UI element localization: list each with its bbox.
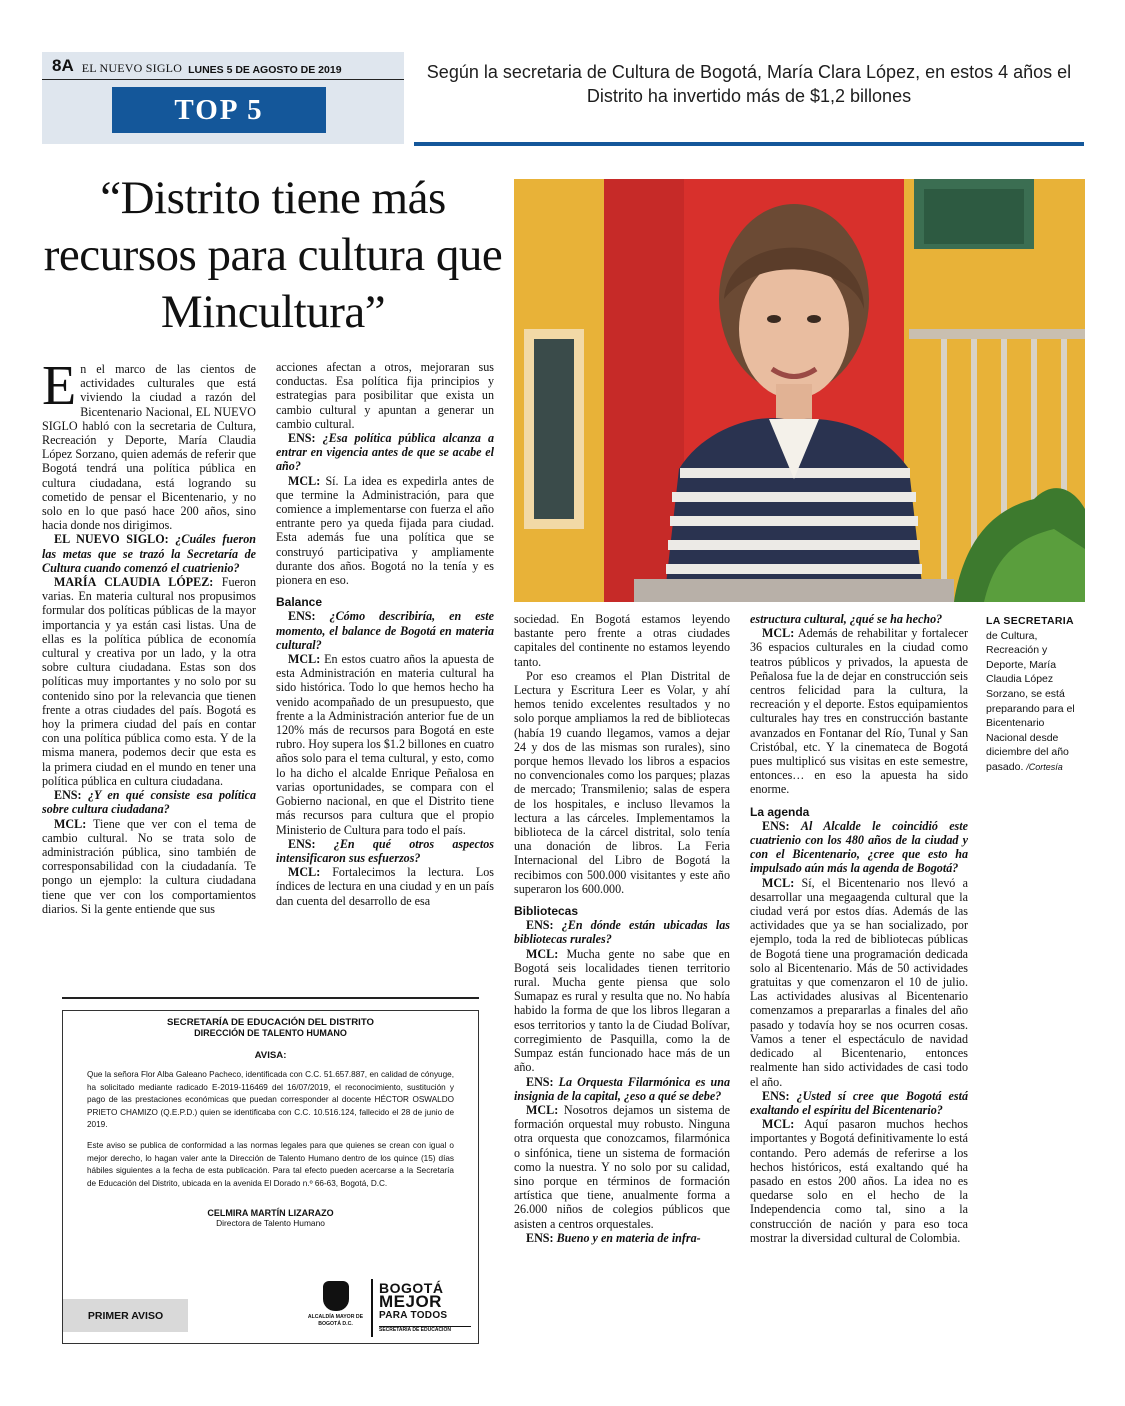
continued-paragraph: acciones afectan a otros, mejoraran sus conductas. Esa política fija principios y estrategias para posibilitar que exista un cambio cultural y apuntan a generar un cambio cultural. (276, 360, 494, 431)
drop-cap: E (42, 355, 77, 417)
question: ENS: Bueno y en materia de infra- (526, 1230, 701, 1245)
question: ENS: Al Alcalde le coincidió este cuatrienio con los 480 años de la ciudad y con el Bicentenario, ¿cree que esto ha impulsado aún más la agenda de Bogotá? (750, 818, 968, 876)
headline: “Distrito tiene más recursos para cultura que Mincultura” (43, 172, 503, 338)
article-column-2 (276, 360, 494, 908)
photo-credit: /Cortesía (1026, 761, 1063, 772)
question: ENS: ¿Esa política pública alcanza a entrar en vigencia antes de que se acabe el año? (276, 431, 494, 474)
answer: MCL: Aquí pasaron muchos hechos importantes y Bogotá definitivamente lo está contando. Pero además de referirse a los hechos históricos, está exaltando qué ha pasado en estos 200 años. La idea no es quedarse solo en el hecho de la Independencia como tal, sino a la construcción de nación y para eso toca mostrar la diversidad cultural de Colombia. (750, 1117, 968, 1245)
question: ENS: ¿En dónde están ubicadas las bibliotecas rurales? (514, 918, 730, 947)
notice-label: PRIMER AVISO (63, 1299, 188, 1332)
deck-rule (414, 142, 1084, 146)
ad-paragraph-1: Que la señora Flor Alba Galeano Pacheco, identificada con C.C. 51.657.887, en calidad de cónyuge, ha solicitado mediante radicado E-2019-116469 del 16/07/2019, el reconocimiento, sustitución y pago de las prestaciones económicas que puedan corresponder al docente HÉCTOR OSWALDO PRIETO CHAMIZO (Q.E.P.D.) quien se identificaba con C.C. 10.516.124, fallecido el 28 de junio de 2019. (87, 1070, 454, 1130)
answer: MCL: Sí, el Bicentenario nos llevó a desarrollar una megaagenda cultural que la ciudad verá por estos días. Además de las actividades que ya se han socializado, por ejemplo, toda la red de bibliotecas públicas de Bogotá tiene una programación dedicada solo al Bicentenario. Más de 50 actividades gratuitas y que comenzaron el 10 de julio. Las actividades alusivas al Bicentenario comenzamos a prepararlas a finales del año pasado y todavía hoy se nos ocurren cosas. Vamos a tener el espectáculo de navidad dedicado al Bicentenario, entonces realmente han sido actividades de casi todo el año. (750, 875, 968, 1089)
folio-line (42, 52, 404, 80)
question: ENS: ¿Cómo describiría, en este momento, el balance de Bogotá en materia cultural? (276, 609, 494, 652)
crest-icon (323, 1281, 349, 1311)
logo-word-1: BOGOTÁ (379, 1280, 444, 1296)
issue-date: LUNES 5 DE AGOSTO DE 2019 (188, 64, 342, 76)
article-column-4 (750, 612, 968, 1245)
bogota-mejor-logo (379, 1281, 471, 1334)
article-column-3 (514, 612, 730, 1245)
subhead-agenda: La agenda (750, 804, 810, 819)
question-continued: estructura cultural, ¿qué se ha hecho? (750, 612, 943, 626)
alcaldia-logo-text: ALCALDÍA MAYOR DE BOGOTÁ D.C. (307, 1314, 364, 1327)
ad-paragraph-2: Este aviso se publica de conformidad a las normas legales para que quienes se crean con igual o mejor derecho, lo hagan valer ante la Dirección de Talento Humano dentro de los quince (15) días hábiles siguientes a la fecha de esta publicación. Para tal efecto pueden acercarse a la Secretaría de Educación del Distrito, ubicada en la avenida El Dorado n.º 66-63, Bogotá, D.C. (87, 1140, 454, 1188)
continued-paragraph: sociedad. En Bogotá estamos leyendo bastante pero frente a otras ciudades capitales del continente no estamos leyendo tanto. (514, 612, 730, 669)
logo-divider (371, 1279, 373, 1337)
article-column-1 (42, 355, 257, 916)
answer: MCL: Mucha gente no sabe que en Bogotá seis localidades tienen territorio rural. Mucha gente piensa que solo Sumapaz es rural y resulta que no. No había habido la forma de que los libros llegaran a esos territorios y tanto la de Ciudad Bolívar, corregimiento de Pasquilla, como la de Sumpaz están funcionado hace más de un año. (514, 946, 730, 1075)
question: ENS: ¿Usted sí cree que Bogotá está exaltando el espíritu del Bicentenario? (750, 1088, 968, 1117)
ad-subtitle: DIRECCIÓN DE TALENTO HUMANO (194, 1028, 347, 1038)
answer: MCL: Fortalecimos la lectura. Los índices de lectura en una ciudad y en un país dan cuenta del desarrollo de esa (276, 865, 494, 908)
question: ENS: ¿Y en qué consiste esa política sobre cultura ciudadana? (42, 788, 256, 817)
deck-summary: Según la secretaria de Cultura de Bogotá, María Clara López, en estos 4 años el Distrito ha invertido más de $1,2 billones (426, 62, 1072, 106)
subhead-bibliotecas: Bibliotecas (514, 904, 579, 919)
photo-caption (986, 614, 1082, 775)
ad-avisa: AVISA: (254, 1050, 287, 1061)
answer: MARÍA CLAUDIA LÓPEZ: Fueron varias. En materia cultural nos propusimos formular dos políticas públicas de la mayor importancia y ya están casi listas. Una de ellas es la política pública de economía cultural y creativa por un lado, y la otra sobre cultura ciudadana. Estas son dos políticas muy importantes y no solo por su contenido sino por la relevancia que tienen frente a otras ciudades del país. Bogotá es hoy la primera ciudad del país en contar con una política pública como esta. Y de la misma manera, podemos decir que esta es la primera ciudad en el mundo en tener una política pública en cultura ciudadana. (42, 575, 257, 788)
question: EL NUEVO SIGLO: ¿Cuáles fueron las metas que se trazó la Secretaría de Cultura cuando comenzó el cuatrienio? (42, 532, 256, 575)
ad-signer: CELMIRA MARTÍN LIZARAZO (207, 1208, 334, 1219)
subhead-balance: Balance (276, 595, 323, 610)
portrait-illustration (514, 179, 1085, 602)
legal-notice-ad (62, 1010, 479, 1344)
ad-top-rule (62, 997, 479, 999)
answer: MCL: Nosotros dejamos un sistema de formación orquestal muy robusto. Ninguna otra orquesta que conozcamos, filarmónica o sinfónica, tiene un sistema de formación como la nuestra. Y no solo por su calidad, sino porque en términos de formación artística que tiene, anualmente forma a 26.000 niños de colegios públicos que asisten a centros orquestales. (514, 1102, 731, 1231)
section-label: TOP 5 (112, 87, 326, 133)
logo-secretaria: SECRETARÍA DE EDUCACIÓN (379, 1326, 471, 1334)
answer: MCL: Sí. La idea es expedirla antes de que termine la Administración, para que comience a implementarse con fuerza el año entrante pero ya queda fijada para ciudad. Esta además fue una política que se construyó participativa y ampliamente durante dos años. Bogotá no la tenía y es pionera en eso. (276, 473, 494, 588)
ad-title: SECRETARÍA DE EDUCACIÓN DEL DISTRITO (167, 1017, 374, 1028)
paper-name: EL NUEVO SIGLO (81, 61, 183, 75)
intro-paragraph: En el marco de las cientos de actividades culturales que está viviendo la ciudad a razón del Bicentenario Nacional, EL NUEVO SIGLO habló con la secretaria de Cultura, Recreación y Deporte, María Claudia López Sorzano, quien además de referir que Bogotá tendrá una política pública en cultura ciudadana, está logrando su cometido de pensar el Bicentenario, y no solo en lo que pasó hace 200 años, sino hacia donde nos dirigimos. (42, 355, 256, 533)
question: ENS: La Orquesta Filarmónica es una insignia de la capital, ¿eso a qué se debe? (514, 1074, 730, 1103)
answer: MCL: Además de rehabilitar y fortalecer 36 espacios culturales en la ciudad como teatros públicos y privados, la apuesta de Peñalosa fue la de dejar en construcción seis centros felicidad para la cultura, la recreación y el deporte. Estos equipamientos culturales hay tres en construcción bastante avanzados en Fontanar del Río, Tunal y San Cristóbal, etc. Y la cinemateca de Bogotá pues multiplicó sus visitas en este semestre, entonces… en eso la apuesta ha sido enorme. (750, 626, 968, 797)
alcaldia-logo (303, 1281, 368, 1341)
answer: MCL: Tiene que ver con el tema de cambio cultural. No se trata solo de administración pública, sino también de corresponsabilidad con la ciudadanía. Te pongo un ejemplo: la cultura ciudadana tiene que ver con los comportamientos diarios. Si la gente entiende que sus (42, 816, 256, 916)
answer: MCL: En estos cuatro años la apuesta de esta Administración en materia cultural ha sido histórica. Todo lo que hemos hecho ha venido acompañado de un presupuesto, que frente a la Administración anterior fue de un 120% más de recursos para Bogotá en este rubro. Hoy supera los $1.2 billones en cuatro años solo para el tema cultural, y esto, como lo ha dicho el alcalde Enrique Peñalosa en varias oportunidades, se compara con el Gobierno nacional, en que el Distrito tiene más recursos para cultura que el propio Ministerio de Cultura para todo el país. (276, 652, 494, 837)
portrait-photo (514, 179, 1085, 602)
paragraph: Por eso creamos el Plan Distrital de Lectura y Escritura Leer es Volar, y ahí hemos tenido excelentes resultados y no solo porque ampliamos la red de bibliotecas (había 19 cuando llegamos, vamos a dejar 24 y dos de las mismas son rurales), sino porque hemos llevado los libros a espacios no convencionales como los parques; plazas de mercado; Transmilenio; salas de espera de los hospitales, e incluso llevamos la lectura a las cárceles. Implementamos la biblioteca de la cárcel distrital, solo tenía una donación de libros. La Feria Internacional del Libro de Bogotá la recibimos con 500.000 visitantes y este año superaron los 600.000. (514, 668, 730, 896)
logo-word-2: MEJOR (379, 1292, 442, 1311)
logo-word-3: PARA TODOS (379, 1310, 448, 1321)
caption-lead: LA SECRETARIA (986, 615, 1074, 627)
page-number: 8A (52, 56, 74, 75)
question: ENS: ¿En qué otros aspectos intensificaron sus esfuerzos? (276, 836, 494, 865)
caption-text: de Cultura, Recreación y Deporte, María Claudia López Sorzano, se está preparando para el Bicentenario Nacional desde diciembre del año pasado. (986, 629, 1075, 773)
ad-signer-role: Directora de Talento Humano (216, 1218, 325, 1229)
